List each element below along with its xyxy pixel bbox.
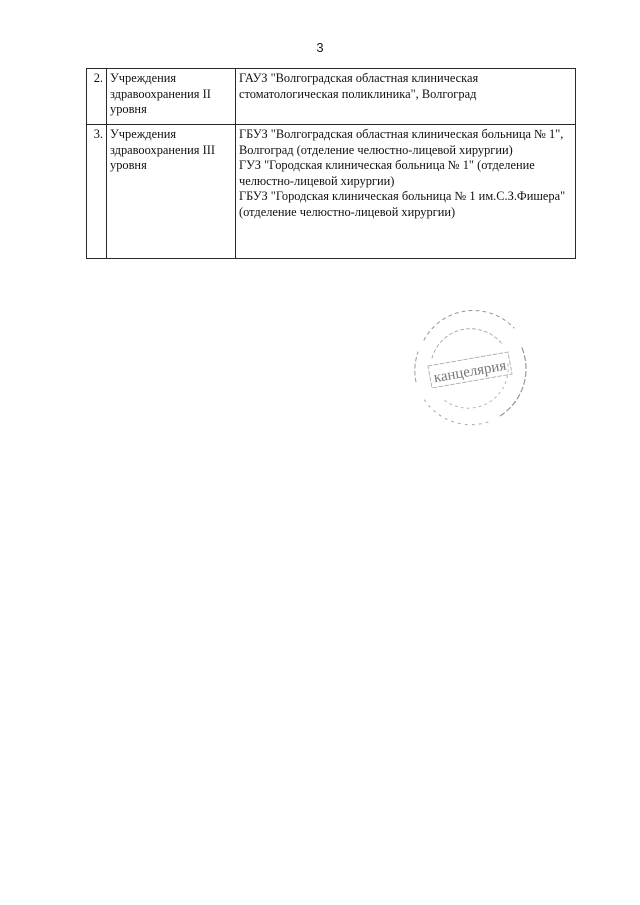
office-stamp [404, 300, 534, 430]
institution-name: ГБУЗ "Городская клиническая больница № 1 им.С.З.Фишера" (отделение челюстно-лицевой хирургии) [239, 189, 566, 219]
institutions-table [86, 68, 576, 259]
table-row [87, 69, 576, 125]
institution-list [236, 125, 576, 259]
institution-name: ГУЗ "Городская клиническая больница № 1" (отделение челюстно-лицевой хирургии) [239, 158, 535, 188]
row-number: 2. [87, 69, 107, 125]
institution-name: ГАУЗ "Волгоградская областная клиническая стоматологическая поликлиника", Волгоград [239, 71, 479, 101]
institution-name: ГБУЗ "Волгоградская областная клиническая больница № 1", Волгоград (отделение челюстно-лицевой хирургии) [239, 127, 564, 157]
table-row [87, 125, 576, 259]
institution-list [236, 69, 576, 125]
institution-level: Учреждения здравоохранения II уровня [107, 69, 236, 125]
stamp-text: канцелярия [432, 357, 508, 387]
page-number: 3 [316, 40, 324, 55]
institution-level: Учреждения здравоохранения III уровня [107, 125, 236, 259]
row-number: 3. [87, 125, 107, 259]
